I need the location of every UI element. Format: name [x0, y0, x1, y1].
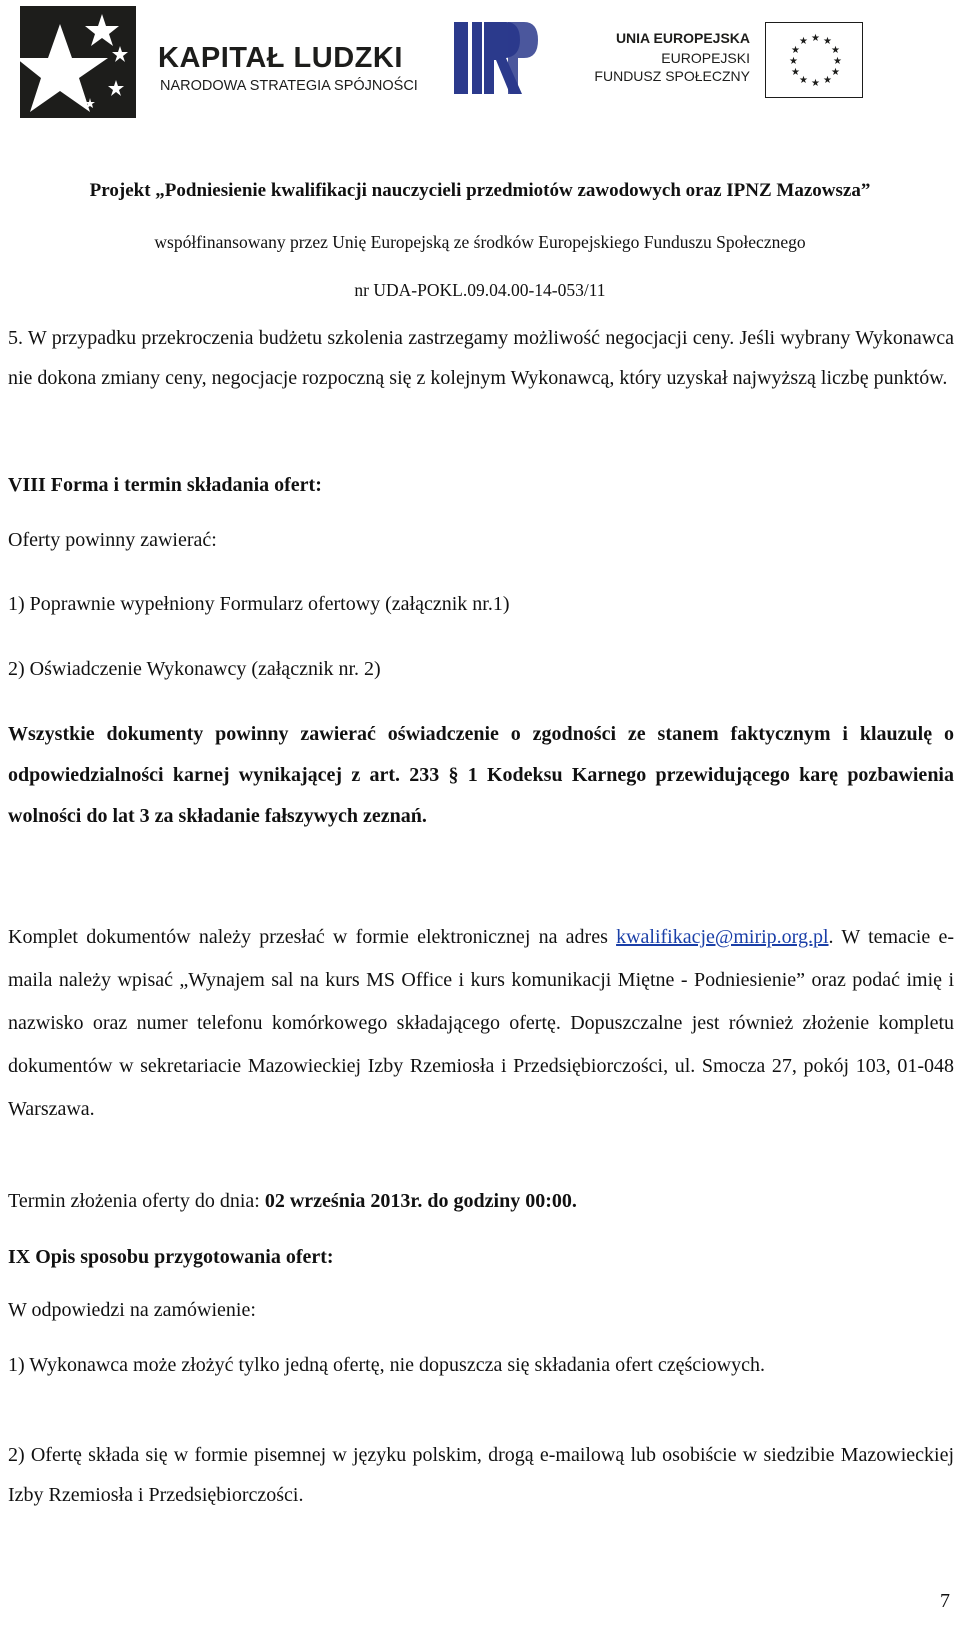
svg-text:★: ★: [811, 78, 820, 89]
svg-text:★: ★: [823, 75, 832, 86]
section-9-heading: IX Opis sposobu przygotowania ofert:: [8, 1246, 334, 1268]
svg-text:★: ★: [833, 56, 842, 67]
svg-text:★: ★: [831, 67, 840, 78]
deadline-line: [8, 1181, 954, 1221]
eu-european-label: EUROPEJSKI: [661, 50, 750, 66]
page-number: 7: [940, 1590, 950, 1612]
prep-item-1: 1) Wykonawca może złożyć tylko jedną ofertę, nie dopuszcza się składania ofert częściowych.: [8, 1354, 765, 1376]
project-number: nr UDA-POKL.09.04.00-14-053/11: [354, 280, 606, 300]
svg-text:★: ★: [831, 45, 840, 56]
logo-bar: [0, 0, 960, 125]
section-8-heading: VIII Forma i termin składania ofert:: [8, 474, 322, 496]
kapital-ludzki-logo: [20, 6, 418, 118]
kapital-ludzki-title: KAPITAŁ LUDZKI: [158, 42, 403, 74]
project-cofinancing: współfinansowany przez Unię Europejską ze środków Europejskiego Funduszu Społecznego: [154, 232, 806, 252]
eu-union-label: UNIA EUROPEJSKA: [615, 30, 750, 46]
svg-text:★: ★: [791, 67, 800, 78]
eu-social-fund-label: FUNDUSZ SPOŁECZNY: [594, 68, 750, 84]
project-title: Projekt „Podniesienie kwalifikacji nauczycieli przedmiotów zawodowych oraz IPNZ Mazowsza”: [89, 180, 871, 201]
svg-text:★: ★: [799, 75, 808, 86]
svg-text:★: ★: [799, 36, 808, 47]
email-link[interactable]: kwalifikacje@mirip.org.pl: [616, 926, 829, 948]
irp-logo-icon: [450, 16, 540, 100]
prep-item-2: 2) Ofertę składa się w formie pisemnej w języku polskim, drogą e-mailową lub osobiście w siedzibie Mazowieckiej Izby Rzemiosła i Przedsiębiorczości.: [8, 1444, 954, 1506]
svg-text:★: ★: [823, 36, 832, 47]
paragraph-5: 5. W przypadku przekroczenia budżetu szkolenia zastrzegamy możliwość negocjacji ceny. Jeśli wybrany Wykonawca nie dokona zmiany ceny, negocjacje rozpoczną się z kolejnym Wykonawcą, który uzyskał najwyższą liczbę punktów.: [8, 327, 954, 389]
offer-item-2: 2) Oświadczenie Wykonawcy (załącznik nr. 2): [8, 658, 381, 680]
kapital-ludzki-subtitle: NARODOWA STRATEGIA SPÓJNOŚCI: [160, 78, 418, 94]
deadline-value: 02 września 2013r. do godziny 00:00.: [264, 1190, 577, 1212]
offer-item-1: 1) Poprawnie wypełniony Formularz ofertowy (załącznik nr.1): [8, 593, 510, 615]
submission-paragraph: [8, 916, 954, 1131]
response-intro: W odpowiedzi na zamówienie:: [8, 1299, 256, 1321]
svg-text:★: ★: [811, 33, 820, 44]
offers-intro: Oferty powinny zawierać:: [8, 529, 217, 551]
svg-text:★: ★: [789, 56, 798, 67]
eu-flag-icon: [765, 22, 863, 98]
submission-details: . W temacie e-maila należy wpisać „Wynajem sal na kurs MS Office i kurs komunikacji Miętne - Podniesienie” oraz podać imię i nazwisko oraz numer telefonu komórkowego składającego ofertę. Dopuszczalne jest również złożenie kompletu dokumentów w sekretariacie Mazowieckiej Izby Rzemiosła i Przedsiębiorczości, ul. Smocza 27, pokój 103, 01-048 Warszawa.: [8, 926, 955, 1120]
kapital-ludzki-star-icon: [20, 6, 136, 118]
svg-text:★: ★: [791, 45, 800, 56]
liability-statement: Wszystkie dokumenty powinny zawierać oświadczenie o zgodności ze stanem faktycznym i klauzulę o odpowiedzialności karnej wynikającej z art. 233 § 1 Kodeksu Karnego przewidującego karę pozbawienia wolności do lat 3 za składanie fałszywych zeznań.: [8, 723, 954, 827]
submission-intro: Komplet dokumentów należy przesłać w formie elektronicznej na adres: [8, 926, 608, 948]
deadline-label: Termin złożenia oferty do dnia:: [8, 1190, 265, 1212]
